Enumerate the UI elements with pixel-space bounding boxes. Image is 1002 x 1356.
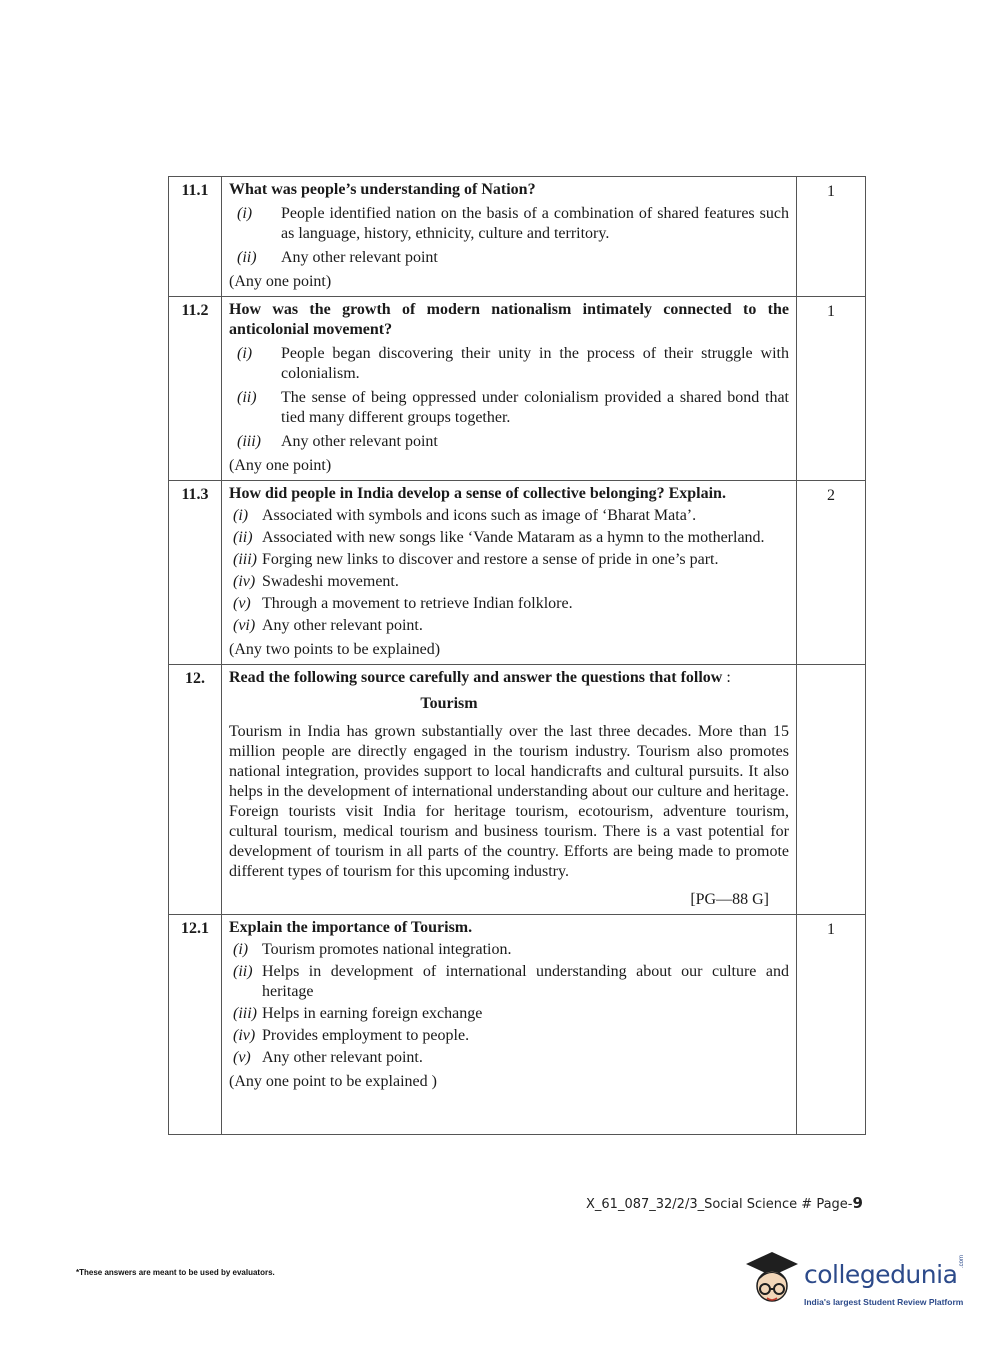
question-text: How was the growth of modern nationalism intimately connected to the anticolonial movement? <box>229 301 789 338</box>
answer-note: (Any one point) <box>229 457 332 474</box>
marks-cell: 1 <box>797 177 866 297</box>
point-text: Any other relevant point. <box>262 1049 423 1066</box>
point-text: Any other relevant point. <box>262 617 423 634</box>
point-text: Provides employment to people. <box>262 1027 470 1044</box>
question-row-12 <box>169 665 866 915</box>
question-row-11-3 <box>169 481 866 665</box>
answer-point <box>229 550 789 570</box>
point-numeral: (iii) <box>237 433 261 450</box>
point-numeral: (iii) <box>233 551 257 568</box>
point-numeral: (iv) <box>233 1027 256 1044</box>
question-number: 12.1 <box>169 915 222 1135</box>
question-row-11-2 <box>169 297 866 481</box>
collegedunia-logo <box>742 1250 972 1316</box>
answer-point <box>229 528 789 548</box>
point-numeral: (i) <box>233 507 249 524</box>
answer-point <box>229 388 789 428</box>
point-text: People began discovering their unity in the process of their struggle with colonialism. <box>281 345 789 382</box>
point-text: Associated with new songs like ‘Vande Mataram as a hymn to the motherland. <box>262 529 765 546</box>
page-label: X_61_087_32/2/3_Social Science # Page- <box>586 1197 853 1212</box>
question-number: 11.1 <box>169 177 222 297</box>
answer-point <box>229 344 789 384</box>
answer-point <box>229 572 789 592</box>
question-text: What was people’s understanding of Nation? <box>229 181 536 198</box>
point-text: Helps in earning foreign exchange <box>262 1005 483 1022</box>
point-numeral: (vi) <box>233 617 256 634</box>
point-numeral: (iv) <box>233 573 256 590</box>
question-body <box>222 177 797 297</box>
point-numeral: (i) <box>237 345 253 362</box>
question-text: Explain the importance of Tourism. <box>229 919 473 936</box>
mascot-icon <box>742 1250 804 1316</box>
answer-point <box>229 204 789 244</box>
point-text: Any other relevant point <box>281 433 438 450</box>
question-text: How did people in India develop a sense of collective belonging? Explain. <box>229 485 726 502</box>
answer-point <box>229 594 789 614</box>
answer-note: (Any one point) <box>229 273 332 290</box>
answer-note: (Any two points to be explained) <box>229 641 441 658</box>
question-body <box>222 915 797 1135</box>
logo-wordmark: collegedunia <box>804 1260 958 1289</box>
answer-point <box>229 962 789 1002</box>
point-text: Through a movement to retrieve Indian folklore. <box>262 595 573 612</box>
source-title: Tourism <box>420 695 478 712</box>
marking-scheme-table <box>168 176 866 1135</box>
marks-cell: 2 <box>797 481 866 665</box>
question-number: 11.3 <box>169 481 222 665</box>
point-numeral: (i) <box>237 205 253 222</box>
answer-point <box>229 1004 789 1024</box>
logo-dotcom: .com <box>959 1254 965 1268</box>
logo-tagline: India's largest Student Review Platform <box>804 1297 964 1307</box>
marks-cell: 1 <box>797 297 866 481</box>
point-text: The sense of being oppressed under colonialism provided a shared bond that tied many different groups together. <box>281 389 789 426</box>
point-text: Forging new links to discover and restore a sense of pride in one’s part. <box>262 551 719 568</box>
question-body <box>222 297 797 481</box>
source-passage: Tourism in India has grown substantially over the last three decades. More than 15 million people are directly engaged in the tourism industry. Tourism also promotes national integration, provides support to local handicrafts and cultural pursuits. It also helps in the development of international understanding about our culture and heritage. Foreign tourists visit India for heritage tourism, ecotourism, adventure tourism, cultural tourism, medical tourism and business tourism. There is a vast potential for development of tourism in all parts of the country. Efforts are being made to promote different types of tourism for this upcoming industry. <box>229 723 789 880</box>
point-numeral: (ii) <box>233 963 253 980</box>
point-numeral: (ii) <box>233 529 253 546</box>
point-numeral: (iii) <box>233 1005 257 1022</box>
question-row-12-1 <box>169 915 866 1135</box>
answer-point <box>229 940 789 960</box>
instruction-text: Read the following source carefully and answer the questions that follow <box>229 669 723 686</box>
question-row-11-1 <box>169 177 866 297</box>
marks-cell-empty <box>797 665 866 915</box>
point-numeral: (i) <box>233 941 249 958</box>
marks-cell: 1 <box>797 915 866 1135</box>
answer-point <box>229 248 789 268</box>
answer-point <box>229 616 789 636</box>
question-body <box>222 481 797 665</box>
point-text: Tourism promotes national integration. <box>262 941 512 958</box>
point-numeral: (ii) <box>237 389 257 406</box>
source-body <box>222 665 797 915</box>
source-instruction <box>229 668 789 688</box>
instruction-colon: : <box>722 669 731 686</box>
point-text: Helps in development of international understanding about our culture and heritage <box>262 963 789 1000</box>
point-text: Any other relevant point <box>281 249 438 266</box>
evaluator-note: *These answers are meant to be used by evaluators. <box>76 1268 275 1277</box>
question-number: 12. <box>169 665 222 915</box>
point-text: Swadeshi movement. <box>262 573 399 590</box>
source-reference: [PG—88 G] <box>690 891 769 908</box>
answer-point <box>229 506 789 526</box>
point-text: Associated with symbols and icons such as image of ‘Bharat Mata’. <box>262 507 697 524</box>
point-numeral: (ii) <box>237 249 257 266</box>
page-footer <box>586 1194 863 1212</box>
point-numeral: (v) <box>233 1049 251 1066</box>
answer-note: (Any one point to be explained ) <box>229 1073 437 1090</box>
answer-point <box>229 432 789 452</box>
point-numeral: (v) <box>233 595 251 612</box>
answer-point <box>229 1048 789 1068</box>
answer-point <box>229 1026 789 1046</box>
point-text: People identified nation on the basis of a combination of shared features such as language, history, ethnicity, culture and territory. <box>281 205 789 242</box>
page-number: 9 <box>852 1194 863 1212</box>
question-number: 11.2 <box>169 297 222 481</box>
